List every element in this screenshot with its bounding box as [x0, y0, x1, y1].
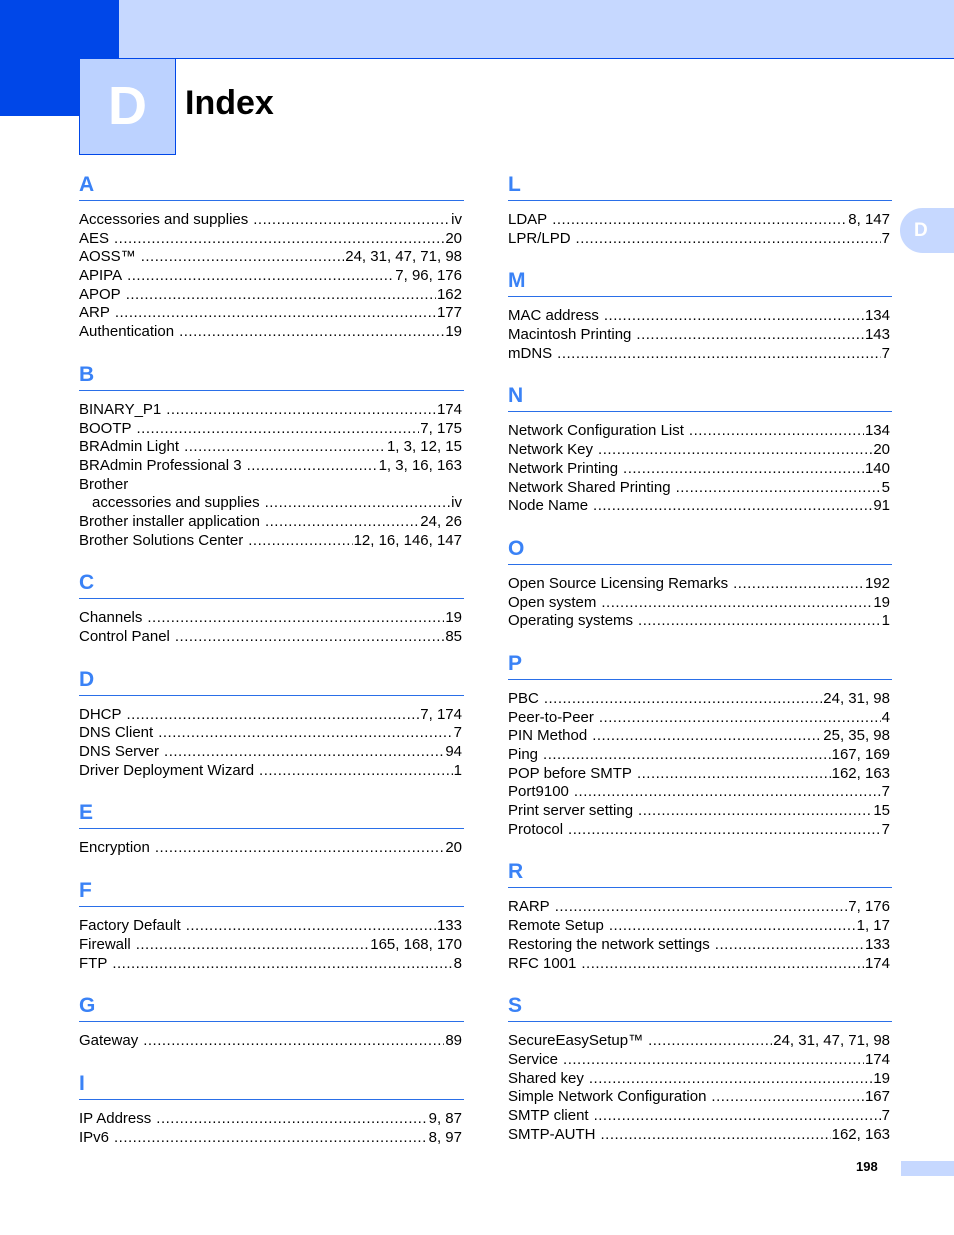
index-entry[interactable] [79, 706, 464, 725]
entry-pages[interactable]: 177 [436, 304, 462, 322]
entry-term: BRAdmin Light [79, 438, 180, 456]
index-entry[interactable] [508, 746, 892, 765]
entry-pages[interactable]: 24, 26 [420, 512, 462, 530]
index-entry[interactable] [508, 441, 892, 460]
index-entry[interactable] [79, 917, 464, 936]
index-entry[interactable] [79, 211, 464, 230]
entry-pages[interactable]: 7, 174 [420, 705, 462, 723]
dot-leader [179, 323, 444, 342]
index-entry[interactable] [508, 1107, 892, 1126]
section-heading: N [508, 377, 892, 412]
index-section-p [508, 645, 892, 854]
entry-pages[interactable]: 7, 96, 176 [395, 267, 462, 285]
entry-pages[interactable]: 91 [873, 497, 890, 515]
dot-leader [166, 401, 436, 420]
dot-leader [557, 345, 880, 364]
entry-pages[interactable]: 174 [436, 400, 462, 418]
entry-pages[interactable]: 7, 176 [848, 898, 890, 916]
entry-pages[interactable]: 24, 31, 47, 71, 98 [773, 1032, 890, 1050]
entry-term: Protocol [508, 820, 564, 838]
chapter-badge [79, 58, 176, 155]
entry-list [79, 599, 464, 660]
entry-term: PIN Method [508, 727, 588, 745]
section-heading: I [79, 1065, 464, 1100]
entry-pages[interactable]: 19 [873, 593, 890, 611]
dot-leader [676, 479, 881, 498]
index-entry[interactable] [79, 936, 464, 955]
index-entry[interactable] [508, 1126, 892, 1145]
index-entry[interactable] [79, 438, 464, 457]
dot-leader [555, 898, 848, 917]
entry-term: Open system [508, 593, 597, 611]
dot-leader [265, 494, 451, 513]
dot-leader [648, 1032, 772, 1051]
dot-leader [715, 936, 864, 955]
section-heading: G [79, 987, 464, 1022]
dot-leader [601, 1126, 831, 1145]
index-entry[interactable] [79, 494, 464, 513]
entry-term: IP Address [79, 1109, 152, 1127]
dot-leader [601, 594, 872, 613]
index-entry[interactable] [508, 821, 892, 840]
dot-leader [158, 724, 452, 743]
index-entry[interactable] [508, 479, 892, 498]
entry-term: SMTP-AUTH [508, 1125, 596, 1143]
dot-leader [136, 936, 370, 955]
section-heading: M [508, 262, 892, 297]
section-heading: D [79, 661, 464, 696]
section-heading: S [508, 987, 892, 1022]
entry-term: Restoring the network settings [508, 935, 710, 953]
entry-pages[interactable]: 174 [864, 1050, 890, 1068]
entry-pages[interactable]: 85 [445, 628, 462, 645]
dot-leader [589, 1070, 872, 1089]
index-entry[interactable] [79, 609, 464, 628]
index-entry[interactable] [508, 497, 892, 516]
entry-pages[interactable]: 7 [881, 344, 890, 362]
index-entry[interactable] [79, 1129, 464, 1148]
index-entry[interactable] [508, 765, 892, 784]
entry-pages[interactable]: 89 [445, 1032, 462, 1050]
index-entry[interactable] [79, 1032, 464, 1051]
dot-leader [636, 326, 864, 345]
dot-leader [609, 917, 856, 936]
index-entry[interactable] [79, 628, 464, 647]
index-entry[interactable] [508, 345, 892, 364]
index-entry[interactable] [508, 690, 892, 709]
index-column-left [79, 166, 464, 1161]
dot-leader [137, 420, 420, 439]
index-section-g [79, 987, 464, 1065]
entry-list [508, 412, 892, 529]
entry-term: RFC 1001 [508, 954, 577, 972]
page-number: 198 [856, 1159, 878, 1174]
entry-list [79, 829, 464, 872]
entry-pages[interactable]: 7, 175 [420, 419, 462, 437]
index-section-a [79, 166, 464, 356]
dot-leader [552, 211, 847, 230]
dot-leader [259, 762, 453, 781]
entry-pages[interactable]: 167, 169 [831, 746, 890, 763]
entry-pages[interactable]: 134 [864, 422, 890, 440]
index-section-e [79, 794, 464, 872]
entry-term: Shared key [508, 1069, 584, 1087]
entry-term: Network Configuration List [508, 422, 684, 440]
dot-leader [574, 783, 881, 802]
entry-pages[interactable]: 9, 87 [428, 1109, 462, 1127]
dot-leader [115, 304, 436, 323]
index-entry[interactable] [508, 460, 892, 479]
entry-term: LDAP [508, 211, 548, 228]
dot-leader [543, 746, 831, 765]
entry-term: Factory Default [79, 917, 181, 935]
entry-list [508, 297, 892, 377]
entry-pages[interactable]: 15 [873, 802, 890, 820]
index-section-m [508, 262, 892, 377]
entry-pages[interactable]: 20 [445, 229, 462, 247]
index-entry[interactable] [79, 304, 464, 323]
dot-leader [126, 286, 436, 305]
index-section-f [79, 872, 464, 987]
index-section-n [508, 377, 892, 529]
index-entry[interactable] [508, 898, 892, 917]
header-rule [119, 58, 954, 59]
index-entry[interactable] [508, 422, 892, 441]
entry-pages[interactable]: 162, 163 [831, 764, 890, 782]
entry-pages[interactable]: 19 [445, 323, 462, 341]
entry-term: Brother installer application [79, 512, 260, 530]
entry-pages[interactable]: 192 [864, 574, 890, 592]
entry-list [508, 565, 892, 645]
index-section-b [79, 356, 464, 565]
dot-leader [638, 802, 872, 821]
index-entry[interactable] [508, 783, 892, 802]
dot-leader [604, 307, 864, 326]
entry-pages[interactable]: 174 [864, 954, 890, 972]
chapter-side-tab-label: D [914, 220, 928, 241]
entry-term: BRAdmin Professional 3 [79, 456, 242, 474]
entry-pages[interactable]: 162, 163 [831, 1125, 890, 1143]
entry-pages[interactable]: 140 [864, 459, 890, 477]
entry-pages[interactable]: 7 [453, 724, 462, 742]
index-entry[interactable] [79, 955, 464, 974]
index-entry[interactable] [79, 420, 464, 439]
dot-leader [112, 955, 452, 974]
entry-pages[interactable]: 8, 97 [428, 1128, 462, 1146]
entry-pages[interactable]: 1, 3, 16, 163 [378, 456, 462, 474]
index-entry[interactable] [79, 724, 464, 743]
entry-list [79, 201, 464, 356]
index-entry[interactable] [79, 267, 464, 286]
index-entry[interactable] [79, 743, 464, 762]
entry-term: Macintosh Printing [508, 326, 632, 344]
entry-term: DNS Client [79, 724, 154, 742]
index-entry[interactable] [508, 936, 892, 955]
dot-leader [544, 690, 822, 709]
dot-leader [156, 1110, 427, 1129]
dot-leader [253, 211, 450, 230]
dot-leader [141, 248, 345, 267]
entry-term: POP before SMTP [508, 764, 632, 782]
index-entry[interactable] [508, 955, 892, 974]
entry-term: LPR/LPD [508, 229, 571, 247]
entry-pages[interactable]: 1 [881, 612, 890, 630]
dot-leader [568, 821, 881, 840]
entry-pages[interactable]: 7 [881, 820, 890, 838]
dot-leader [637, 765, 831, 784]
entry-list [79, 1022, 464, 1065]
entry-pages[interactable]: 133 [436, 917, 462, 935]
index-section-l [508, 166, 892, 262]
entry-pages[interactable]: 7 [881, 1106, 890, 1124]
dot-leader [593, 497, 872, 516]
entry-term: Operating systems [508, 612, 634, 630]
entry-term: Print server setting [508, 802, 634, 820]
entry-pages[interactable]: 134 [864, 307, 890, 325]
entry-term: APIPA [79, 267, 123, 285]
index-entry[interactable] [79, 476, 464, 495]
entry-pages[interactable]: 7 [881, 229, 890, 247]
entry-term: SecureEasySetup™ [508, 1032, 644, 1050]
entry-term: BOOTP [79, 419, 132, 437]
entry-pages[interactable]: 143 [864, 326, 890, 344]
entry-term: Brother [79, 475, 129, 493]
entry-term: APOP [79, 285, 121, 303]
dot-leader [733, 575, 864, 594]
entry-term: Authentication [79, 323, 175, 341]
dot-leader [598, 441, 872, 460]
index-entry[interactable] [508, 230, 892, 249]
index-entry[interactable] [79, 323, 464, 342]
entry-term: Network Key [508, 441, 594, 459]
entry-term: Node Name [508, 497, 589, 515]
entry-pages[interactable]: 1 [453, 761, 462, 779]
dot-leader [114, 230, 444, 249]
index-entry[interactable] [508, 612, 892, 631]
index-section-r [508, 853, 892, 987]
entry-pages[interactable]: iv [451, 494, 462, 512]
index-entry[interactable] [508, 917, 892, 936]
dot-leader [689, 422, 864, 441]
entry-term: Channels [79, 609, 143, 627]
index-entry[interactable] [79, 532, 464, 551]
section-heading: C [79, 564, 464, 599]
dot-leader [155, 839, 444, 858]
entry-term: Simple Network Configuration [508, 1088, 707, 1106]
entry-term: SMTP client [508, 1106, 589, 1124]
dot-leader [114, 1129, 428, 1148]
chapter-side-tab [900, 208, 954, 253]
index-entry[interactable] [508, 1032, 892, 1051]
entry-term: FTP [79, 954, 108, 972]
entry-term: Driver Deployment Wizard [79, 761, 255, 779]
dot-leader [594, 1107, 881, 1126]
dot-leader [164, 743, 444, 762]
index-entry[interactable] [79, 248, 464, 267]
entry-term: MAC address [508, 307, 599, 325]
index-entry[interactable] [79, 513, 464, 532]
section-heading: F [79, 872, 464, 907]
entry-term: IPv6 [79, 1128, 110, 1146]
footer-bar [901, 1161, 954, 1176]
page-title: Index [185, 84, 274, 122]
section-heading: R [508, 853, 892, 888]
section-heading: L [508, 166, 892, 201]
dot-leader [184, 438, 386, 457]
entry-term: BINARY_P1 [79, 400, 162, 418]
entry-term: Network Printing [508, 459, 619, 477]
entry-term: RARP [508, 898, 550, 916]
index-section-d [79, 661, 464, 795]
dot-leader [175, 628, 444, 647]
index-entry[interactable] [508, 802, 892, 821]
index-entry[interactable] [508, 1088, 892, 1107]
entry-pages[interactable]: 19 [445, 609, 462, 627]
entry-term: Accessories and supplies [79, 211, 249, 228]
entry-term: Encryption [79, 839, 150, 857]
entry-pages[interactable]: 19 [873, 1069, 890, 1087]
index-entry[interactable] [79, 286, 464, 305]
dot-leader [563, 1051, 864, 1070]
chapter-letter: D [108, 76, 147, 136]
entry-pages[interactable]: 24, 31, 98 [823, 689, 890, 707]
entry-list [508, 1022, 892, 1158]
index-entry[interactable] [79, 230, 464, 249]
section-heading: B [79, 356, 464, 391]
entry-pages[interactable]: 8, 147 [848, 211, 890, 228]
entry-term: Peer-to-Peer [508, 708, 594, 726]
entry-term: DHCP [79, 705, 122, 723]
entry-pages[interactable]: 4 [881, 708, 890, 726]
dot-leader [247, 457, 378, 476]
index-entry[interactable] [508, 307, 892, 326]
entry-list [79, 907, 464, 987]
entry-term: Remote Setup [508, 917, 604, 935]
dot-leader [248, 532, 352, 551]
dot-leader [186, 917, 436, 936]
entry-list [508, 888, 892, 987]
section-heading: P [508, 645, 892, 680]
entry-pages[interactable]: 25, 35, 98 [823, 727, 890, 745]
dot-leader [623, 460, 864, 479]
index-entry[interactable] [508, 575, 892, 594]
entry-term: DNS Server [79, 743, 160, 761]
entry-list [508, 680, 892, 854]
section-heading: O [508, 530, 892, 565]
entry-term: Firewall [79, 935, 131, 953]
entry-term: Open Source Licensing Remarks [508, 574, 729, 592]
entry-pages[interactable]: 162 [436, 285, 462, 303]
section-heading: E [79, 794, 464, 829]
entry-pages[interactable]: 1, 17 [856, 917, 890, 935]
index-entry[interactable] [508, 709, 892, 728]
entry-pages[interactable]: 20 [873, 441, 890, 459]
entry-term: Service [508, 1050, 559, 1068]
index-section-s [508, 987, 892, 1158]
dot-leader [143, 1032, 444, 1051]
index-entry[interactable] [79, 839, 464, 858]
dot-leader [127, 267, 394, 286]
index-column-right [508, 166, 892, 1158]
entry-pages[interactable]: 94 [445, 743, 462, 761]
index-entry[interactable] [508, 1070, 892, 1089]
dot-leader [599, 709, 881, 728]
header-band [0, 0, 954, 58]
entry-term: Gateway [79, 1032, 139, 1050]
entry-pages[interactable]: 24, 31, 47, 71, 98 [345, 248, 462, 266]
entry-term: mDNS [508, 344, 553, 362]
index-section-o [508, 530, 892, 645]
entry-pages[interactable]: 12, 16, 146, 147 [353, 531, 462, 549]
dot-leader [265, 513, 419, 532]
index-entry[interactable] [79, 762, 464, 781]
entry-term: AES [79, 229, 110, 247]
index-entry[interactable] [508, 594, 892, 613]
entry-pages[interactable]: 20 [445, 839, 462, 857]
entry-pages[interactable]: 165, 168, 170 [370, 935, 462, 953]
entry-term: ARP [79, 304, 110, 322]
entry-list [508, 201, 892, 262]
entry-pages[interactable]: 8 [453, 954, 462, 972]
index-entry[interactable] [508, 727, 892, 746]
entry-pages[interactable]: 133 [864, 935, 890, 953]
entry-term: Brother Solutions Center [79, 531, 244, 549]
entry-pages[interactable]: iv [451, 211, 462, 228]
entry-pages[interactable]: 1, 3, 12, 15 [386, 438, 462, 456]
entry-list [79, 1100, 464, 1161]
entry-list [79, 696, 464, 795]
entry-term: AOSS™ [79, 248, 136, 266]
entry-term: PBC [508, 689, 539, 707]
entry-term: Ping [508, 746, 539, 763]
entry-term: accessories and supplies [92, 494, 260, 512]
dot-leader [581, 955, 864, 974]
dot-leader [638, 612, 881, 631]
dot-leader [127, 706, 420, 725]
index-entry[interactable] [79, 401, 464, 420]
dot-leader [592, 727, 822, 746]
dot-leader [711, 1088, 864, 1107]
section-heading: A [79, 166, 464, 201]
index-entry[interactable] [79, 457, 464, 476]
entry-pages[interactable]: 5 [881, 478, 890, 496]
index-entry[interactable] [508, 211, 892, 230]
entry-list [79, 391, 464, 565]
index-entry[interactable] [508, 326, 892, 345]
dot-leader [576, 230, 881, 249]
index-entry[interactable] [79, 1110, 464, 1129]
entry-pages[interactable]: 167 [864, 1088, 890, 1106]
dot-leader [147, 609, 444, 628]
index-section-i [79, 1065, 464, 1161]
entry-term: Port9100 [508, 783, 569, 801]
entry-term: Control Panel [79, 628, 170, 645]
entry-pages[interactable]: 7 [881, 783, 890, 801]
index-entry[interactable] [508, 1051, 892, 1070]
entry-term: Network Shared Printing [508, 478, 671, 496]
index-section-c [79, 564, 464, 660]
